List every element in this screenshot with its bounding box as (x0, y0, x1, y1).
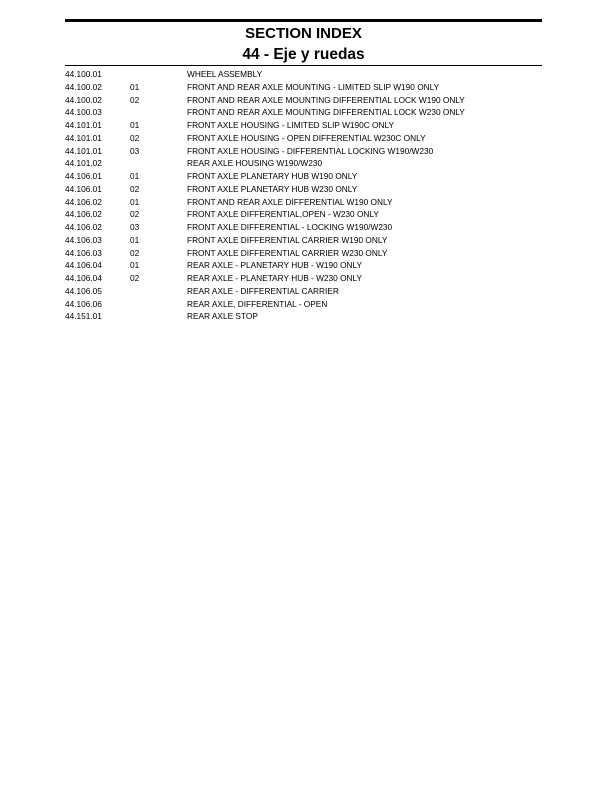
index-variant: 01 (130, 196, 140, 207)
index-code: 44.106.01 (65, 183, 102, 194)
index-description: FRONT AND REAR AXLE MOUNTING DIFFERENTIAL LOCK W230 ONLY (187, 107, 465, 118)
index-description: REAR AXLE, DIFFERENTIAL - OPEN (187, 298, 328, 309)
index-variant: 01 (130, 234, 140, 245)
index-description: REAR AXLE - PLANETARY HUB - W230 ONLY (187, 273, 363, 283)
index-row[interactable] (65, 132, 542, 145)
index-variant: 02 (130, 94, 140, 105)
index-code: 44.106.02 (65, 209, 102, 220)
index-description: FRONT AXLE HOUSING - DIFFERENTIAL LOCKING W190/W230 (187, 145, 434, 156)
index-row[interactable] (65, 145, 542, 158)
index-row[interactable] (65, 157, 542, 170)
index-code: 44.100.03 (65, 107, 102, 118)
index-row[interactable] (65, 285, 542, 298)
index-code: 44.106.03 (65, 234, 102, 245)
index-code: 44.151.01 (65, 311, 102, 322)
index-variant: 02 (130, 273, 140, 283)
index-description: WHEEL ASSEMBLY (187, 69, 263, 79)
index-variant: 02 (130, 247, 140, 258)
index-row[interactable] (65, 208, 542, 221)
index-row[interactable] (65, 196, 542, 209)
index-description: FRONT AXLE PLANETARY HUB W230 ONLY (187, 183, 358, 194)
index-description: REAR AXLE - DIFFERENTIAL CARRIER (187, 285, 339, 296)
header-top-rule (65, 19, 542, 22)
index-variant: 02 (130, 132, 140, 143)
index-code: 44.106.04 (65, 273, 102, 283)
index-row[interactable] (65, 119, 542, 132)
index-variant: 01 (130, 171, 140, 181)
index-description: REAR AXLE STOP (187, 311, 258, 322)
page-title: SECTION INDEX (245, 25, 362, 42)
index-description: FRONT AXLE DIFFERENTIAL CARRIER W190 ONLY (187, 234, 388, 245)
index-row[interactable] (65, 106, 542, 119)
index-description: FRONT AXLE HOUSING - LIMITED SLIP W190C ONLY (187, 120, 395, 130)
index-variant: 01 (130, 81, 140, 92)
index-code: 44.106.02 (65, 196, 102, 207)
index-variant: 02 (130, 209, 140, 220)
index-variant: 01 (130, 120, 140, 130)
index-row[interactable] (65, 68, 542, 81)
index-row[interactable] (65, 234, 542, 247)
index-code: 44.106.02 (65, 222, 102, 232)
index-description: FRONT AND REAR AXLE DIFFERENTIAL W190 ONLY (187, 196, 393, 207)
index-variant: 03 (130, 145, 140, 156)
section-index-list (65, 68, 542, 323)
index-description: FRONT AXLE HOUSING - OPEN DIFFERENTIAL W230C ONLY (187, 132, 426, 143)
index-code: 44.100.02 (65, 81, 102, 92)
index-row[interactable] (65, 310, 542, 323)
index-row[interactable] (65, 94, 542, 107)
index-description: FRONT AND REAR AXLE MOUNTING - LIMITED SLIP W190 ONLY (187, 81, 440, 92)
index-description: FRONT AND REAR AXLE MOUNTING DIFFERENTIAL LOCK W190 ONLY (187, 94, 465, 105)
header-bottom-rule (65, 65, 542, 66)
index-description: FRONT AXLE DIFFERENTIAL CARRIER W230 ONLY (187, 247, 388, 258)
index-description: REAR AXLE - PLANETARY HUB - W190 ONLY (187, 260, 363, 271)
index-code: 44.101.02 (65, 158, 102, 169)
index-row[interactable] (65, 247, 542, 260)
index-code: 44.106.05 (65, 285, 102, 296)
index-description: FRONT AXLE PLANETARY HUB W190 ONLY (187, 171, 358, 181)
index-code: 44.106.03 (65, 247, 102, 258)
index-description: FRONT AXLE DIFFERENTIAL,OPEN - W230 ONLY (187, 209, 379, 220)
index-code: 44.106.04 (65, 260, 102, 271)
index-row[interactable] (65, 170, 542, 183)
index-code: 44.101.01 (65, 132, 102, 143)
index-code: 44.106.06 (65, 298, 102, 309)
index-code: 44.101.01 (65, 120, 102, 130)
index-row[interactable] (65, 183, 542, 196)
index-code: 44.106.01 (65, 171, 102, 181)
index-code: 44.101.01 (65, 145, 102, 156)
index-description: FRONT AXLE DIFFERENTIAL - LOCKING W190/W230 (187, 222, 393, 232)
index-description: REAR AXLE HOUSING W190/W230 (187, 158, 323, 169)
index-variant: 03 (130, 222, 140, 232)
index-row[interactable] (65, 81, 542, 94)
index-row[interactable] (65, 221, 542, 234)
index-row[interactable] (65, 272, 542, 285)
section-subtitle: 44 - Eje y ruedas (242, 46, 365, 63)
index-code: 44.100.01 (65, 69, 102, 79)
index-code: 44.100.02 (65, 94, 102, 105)
index-row[interactable] (65, 298, 542, 311)
index-row[interactable] (65, 259, 542, 272)
index-variant: 02 (130, 183, 140, 194)
index-variant: 01 (130, 260, 140, 271)
